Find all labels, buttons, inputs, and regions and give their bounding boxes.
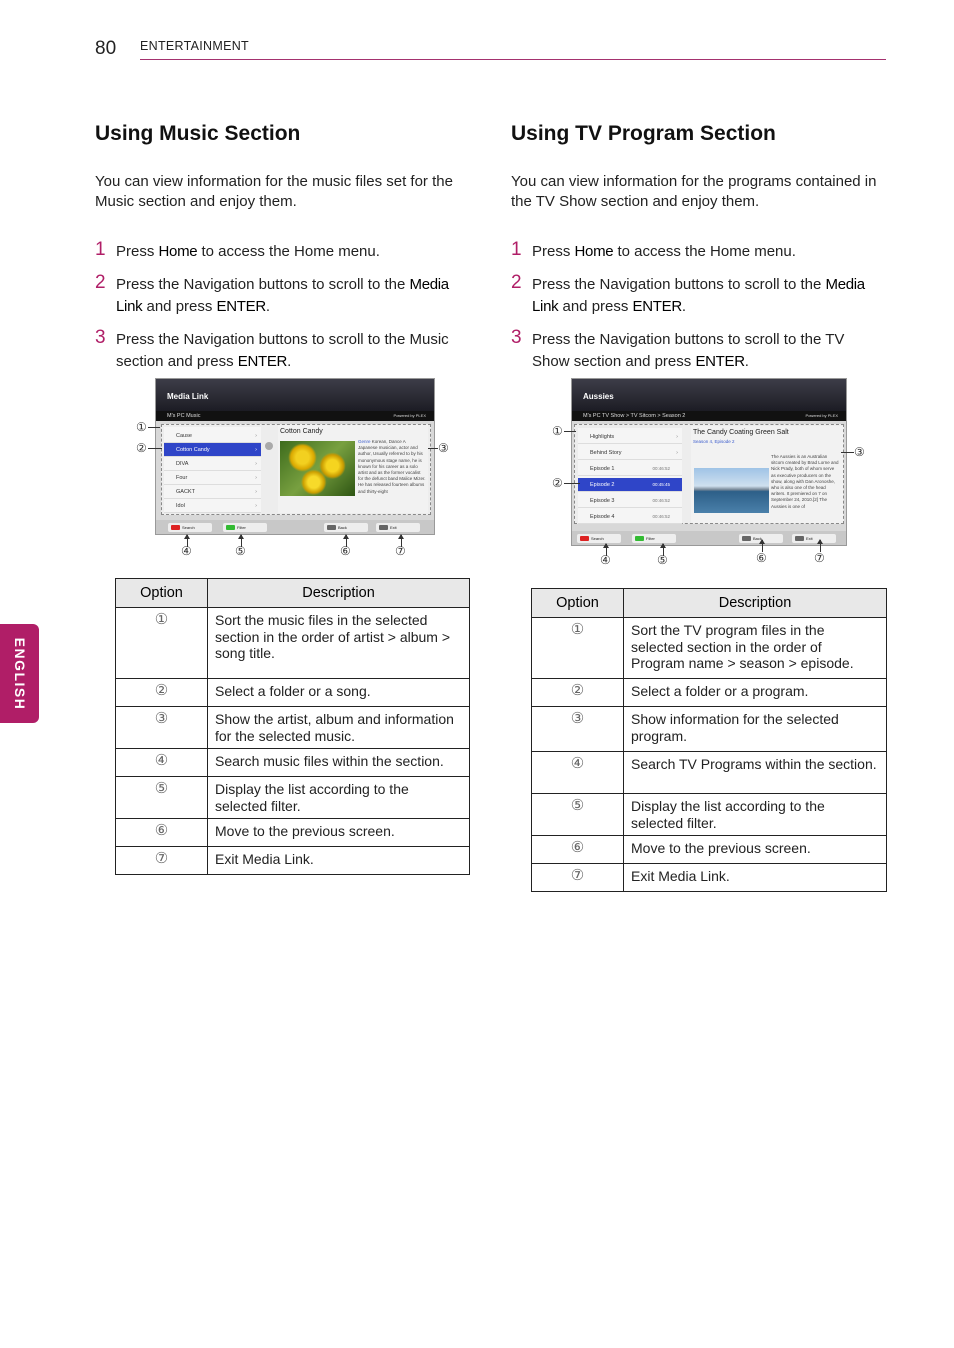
powered-by: Powered by PLEX — [393, 413, 426, 418]
header-rule — [140, 59, 886, 60]
list-item[interactable]: Behind Story › — [578, 446, 682, 460]
language-tab — [0, 624, 39, 723]
music-list — [164, 427, 261, 513]
program-thumbnail-image — [694, 468, 769, 513]
music-step-3 — [95, 329, 465, 373]
tv-options-table — [531, 588, 887, 892]
callout-5: ⑤ — [235, 544, 246, 558]
list-item[interactable]: Four › — [164, 471, 261, 485]
key-home: Home — [158, 243, 198, 260]
table-row: ③ Show the artist, album and information for the selected music. — [116, 707, 470, 749]
table-header-option: Option — [532, 589, 624, 618]
key-home: Home — [574, 243, 614, 260]
table-row: ⑦ Exit Media Link. — [116, 847, 470, 875]
music-step-1 — [95, 241, 465, 263]
search-button[interactable]: Search — [168, 523, 212, 532]
powered-by: Powered by PLEX — [805, 413, 838, 418]
callout-1: ① — [136, 420, 147, 434]
exit-button[interactable]: Exit — [792, 534, 836, 543]
info-title: Cotton Candy — [280, 428, 323, 435]
step-number: 1 — [511, 239, 522, 260]
music-step-2 — [95, 274, 465, 318]
callout-line — [564, 431, 576, 432]
info-description: Genre Korean, Dance A Japanese musician, actor and author, Usually referred to by his mononymous stage name, he is known for his career as a solo artist and as the former vocalist for the defunct band Malice Mizer. He has released fourteen albums and thirty-eight — [358, 439, 426, 494]
callout-3: ③ — [438, 441, 449, 455]
step-text: Press the Navigation buttons to scroll to the TV Show section and press ENTER. — [532, 331, 845, 370]
screen-app-title: Media Link — [167, 392, 209, 401]
tv-list — [578, 428, 682, 524]
section-label: ENTERTAINMENT — [140, 39, 249, 53]
callout-5: ⑤ — [657, 553, 668, 567]
tv-step-1 — [511, 241, 881, 263]
callout-6: ⑥ — [756, 551, 767, 565]
key-media-link: Media Link — [532, 276, 865, 315]
list-item[interactable]: Cause › — [164, 429, 261, 443]
list-item[interactable]: DIVA › — [164, 457, 261, 471]
tv-step-3 — [511, 329, 881, 373]
step-number: 2 — [95, 272, 106, 293]
step-number: 2 — [511, 272, 522, 293]
key-enter: ENTER — [632, 298, 682, 315]
list-item[interactable]: Idol › — [164, 499, 261, 513]
table-row: ② Select a folder or a program. — [532, 679, 887, 707]
list-item-selected[interactable]: Cotton Candy › — [164, 443, 261, 457]
callout-2: ② — [552, 476, 563, 490]
table-row: ⑥ Move to the previous screen. — [532, 836, 887, 864]
step-number: 3 — [95, 327, 106, 348]
callout-line — [148, 427, 160, 428]
key-media-link: Media Link — [116, 276, 449, 315]
callout-4: ④ — [181, 544, 192, 558]
list-item[interactable]: Highlights › — [578, 430, 682, 444]
callout-1: ① — [552, 424, 563, 438]
back-button[interactable]: Back — [324, 523, 368, 532]
callout-6: ⑥ — [340, 544, 351, 558]
callout-3: ③ — [854, 445, 865, 459]
language-tab-label: ENGLISH — [11, 637, 28, 710]
table-row: ③ Show information for the selected program. — [532, 707, 887, 752]
list-item[interactable]: GACKT › — [164, 485, 261, 499]
step-text: Press Home to access the Home menu. — [532, 243, 796, 260]
step-number: 3 — [511, 327, 522, 348]
screen-breadcrumb: M's PC Music Powered by PLEX — [156, 411, 434, 421]
step-number: 1 — [95, 239, 106, 260]
tv-step-2 — [511, 274, 881, 318]
table-row: ① Sort the music files in the selected section in the order of artist > album > song title. — [116, 608, 470, 679]
screen-app-title: Aussies — [583, 392, 614, 401]
info-subtitle: Season 4, Episode 2 — [693, 439, 735, 444]
table-header-option: Option — [116, 579, 208, 608]
exit-button[interactable]: Exit — [376, 523, 420, 532]
table-row: ⑥ Move to the previous screen. — [116, 819, 470, 847]
search-button[interactable]: Search — [577, 534, 621, 543]
table-row: ① Sort the TV program files in the selected section in the order of Program name > season > episode. — [532, 618, 887, 679]
filter-button[interactable]: Filter — [223, 523, 267, 532]
table-header-description: Description — [208, 579, 470, 608]
callout-line — [564, 483, 580, 484]
table-row: ⑦ Exit Media Link. — [532, 864, 887, 892]
callout-line — [148, 448, 162, 449]
screen-titlebar — [156, 379, 434, 411]
table-row: ⑤ Display the list according to the selected filter. — [532, 794, 887, 836]
tv-screenshot — [571, 378, 847, 546]
music-info-panel — [278, 425, 428, 513]
filter-button[interactable]: Filter — [632, 534, 676, 543]
screen-button-bar — [572, 531, 846, 545]
table-row: ② Select a folder or a song. — [116, 679, 470, 707]
page-number: 80 — [95, 38, 117, 59]
screen-breadcrumb: M's PC TV Show > TV Sitcom > Season 2 Powered by PLEX — [572, 411, 846, 421]
tv-section-title: Using TV Program Section — [511, 122, 776, 145]
scroll-icon[interactable] — [265, 442, 273, 450]
table-row: ⑤ Display the list according to the selected filter. — [116, 777, 470, 819]
table-row: ④ Search TV Programs within the section. — [532, 752, 887, 794]
callout-line — [841, 452, 854, 453]
table-header-description: Description — [624, 589, 887, 618]
list-item[interactable]: Episode 1 00:46:52 — [578, 462, 682, 476]
table-row: ④ Search music files within the section. — [116, 749, 470, 777]
music-options-table — [115, 578, 470, 875]
key-enter: ENTER — [216, 298, 266, 315]
tv-intro: You can view information for the programs contained in the TV Show section and enjoy them. — [511, 173, 877, 210]
callout-line — [428, 448, 438, 449]
key-enter: ENTER — [695, 353, 745, 370]
key-enter: ENTER — [237, 353, 288, 370]
info-description: The Aussies is an Australian sitcom created by Brad Lorne and Nick Prady, both of whom serve as executive producers on the show, along with Dan Aronoshe, who is also one of the head writers. It premiered on 7 on September 24, 2010.[2] The Aussies is one of — [771, 454, 839, 509]
screen-button-bar — [156, 520, 434, 534]
back-button[interactable]: Back — [739, 534, 783, 543]
list-item[interactable]: Episode 3 00:46:52 — [578, 494, 682, 508]
step-text: Press the Navigation buttons to scroll to the Media Link and press ENTER. — [532, 276, 865, 315]
screen-titlebar — [572, 379, 846, 411]
step-text: Press the Navigation buttons to scroll to the Media Link and press ENTER. — [116, 276, 449, 315]
list-item[interactable]: Episode 4 00:46:52 — [578, 510, 682, 524]
info-title: The Candy Coating Green Salt — [693, 429, 789, 436]
music-screenshot — [155, 378, 435, 535]
album-art-image — [280, 441, 355, 496]
tv-info-panel — [691, 426, 843, 523]
music-intro: You can view information for the music files set for the Music section and enjoy them. — [95, 173, 453, 210]
step-text: Press Home to access the Home menu. — [116, 243, 380, 260]
callout-2: ② — [136, 441, 147, 455]
music-section-title: Using Music Section — [95, 122, 301, 145]
callout-7: ⑦ — [395, 544, 406, 558]
callout-7: ⑦ — [814, 551, 825, 565]
callout-4: ④ — [600, 553, 611, 567]
step-text: Press the Navigation buttons to scroll to the Music section and press ENTER. — [116, 331, 449, 370]
list-item-selected[interactable]: Episode 2 00:45:45 — [578, 478, 682, 492]
